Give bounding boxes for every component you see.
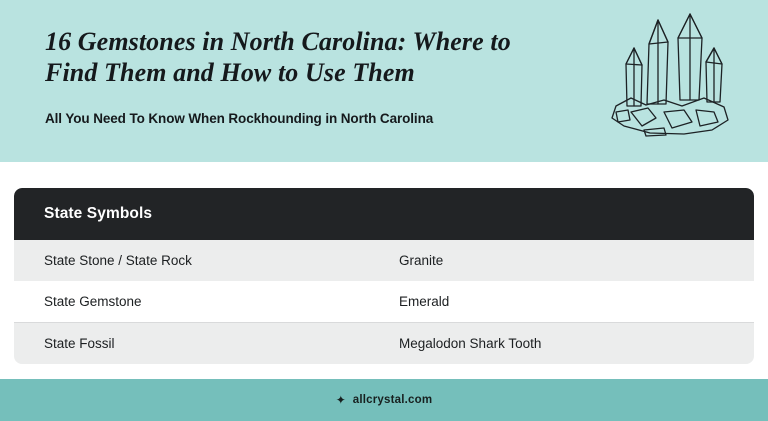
- table-cell-value: Granite: [399, 253, 444, 268]
- table-cell-label: State Gemstone: [44, 294, 142, 309]
- state-symbols-table: [14, 188, 754, 364]
- table-row: [14, 281, 754, 323]
- footer-brand-label: allcrystal.com: [352, 394, 433, 406]
- table-cell-label: State Fossil: [44, 336, 115, 351]
- header-banner: [0, 0, 768, 162]
- sparkle-icon: ✦: [335, 393, 346, 407]
- table-row: [14, 240, 754, 281]
- table-header-title: State Symbols: [14, 188, 754, 240]
- crystal-cluster-icon: [586, 8, 736, 148]
- table-cell-value: Megalodon Shark Tooth: [399, 336, 542, 351]
- footer-bar: [0, 379, 768, 421]
- table-row: [14, 323, 754, 364]
- page-title: 16 Gemstones in North Carolina: Where to Find Them and How to Use Them: [45, 27, 511, 87]
- table-cell-value: Emerald: [399, 294, 450, 309]
- table-cell-label: State Stone / State Rock: [44, 253, 192, 268]
- page-subtitle: All You Need To Know When Rockhounding in North Carolina: [45, 111, 434, 126]
- state-symbols-card: [14, 188, 754, 364]
